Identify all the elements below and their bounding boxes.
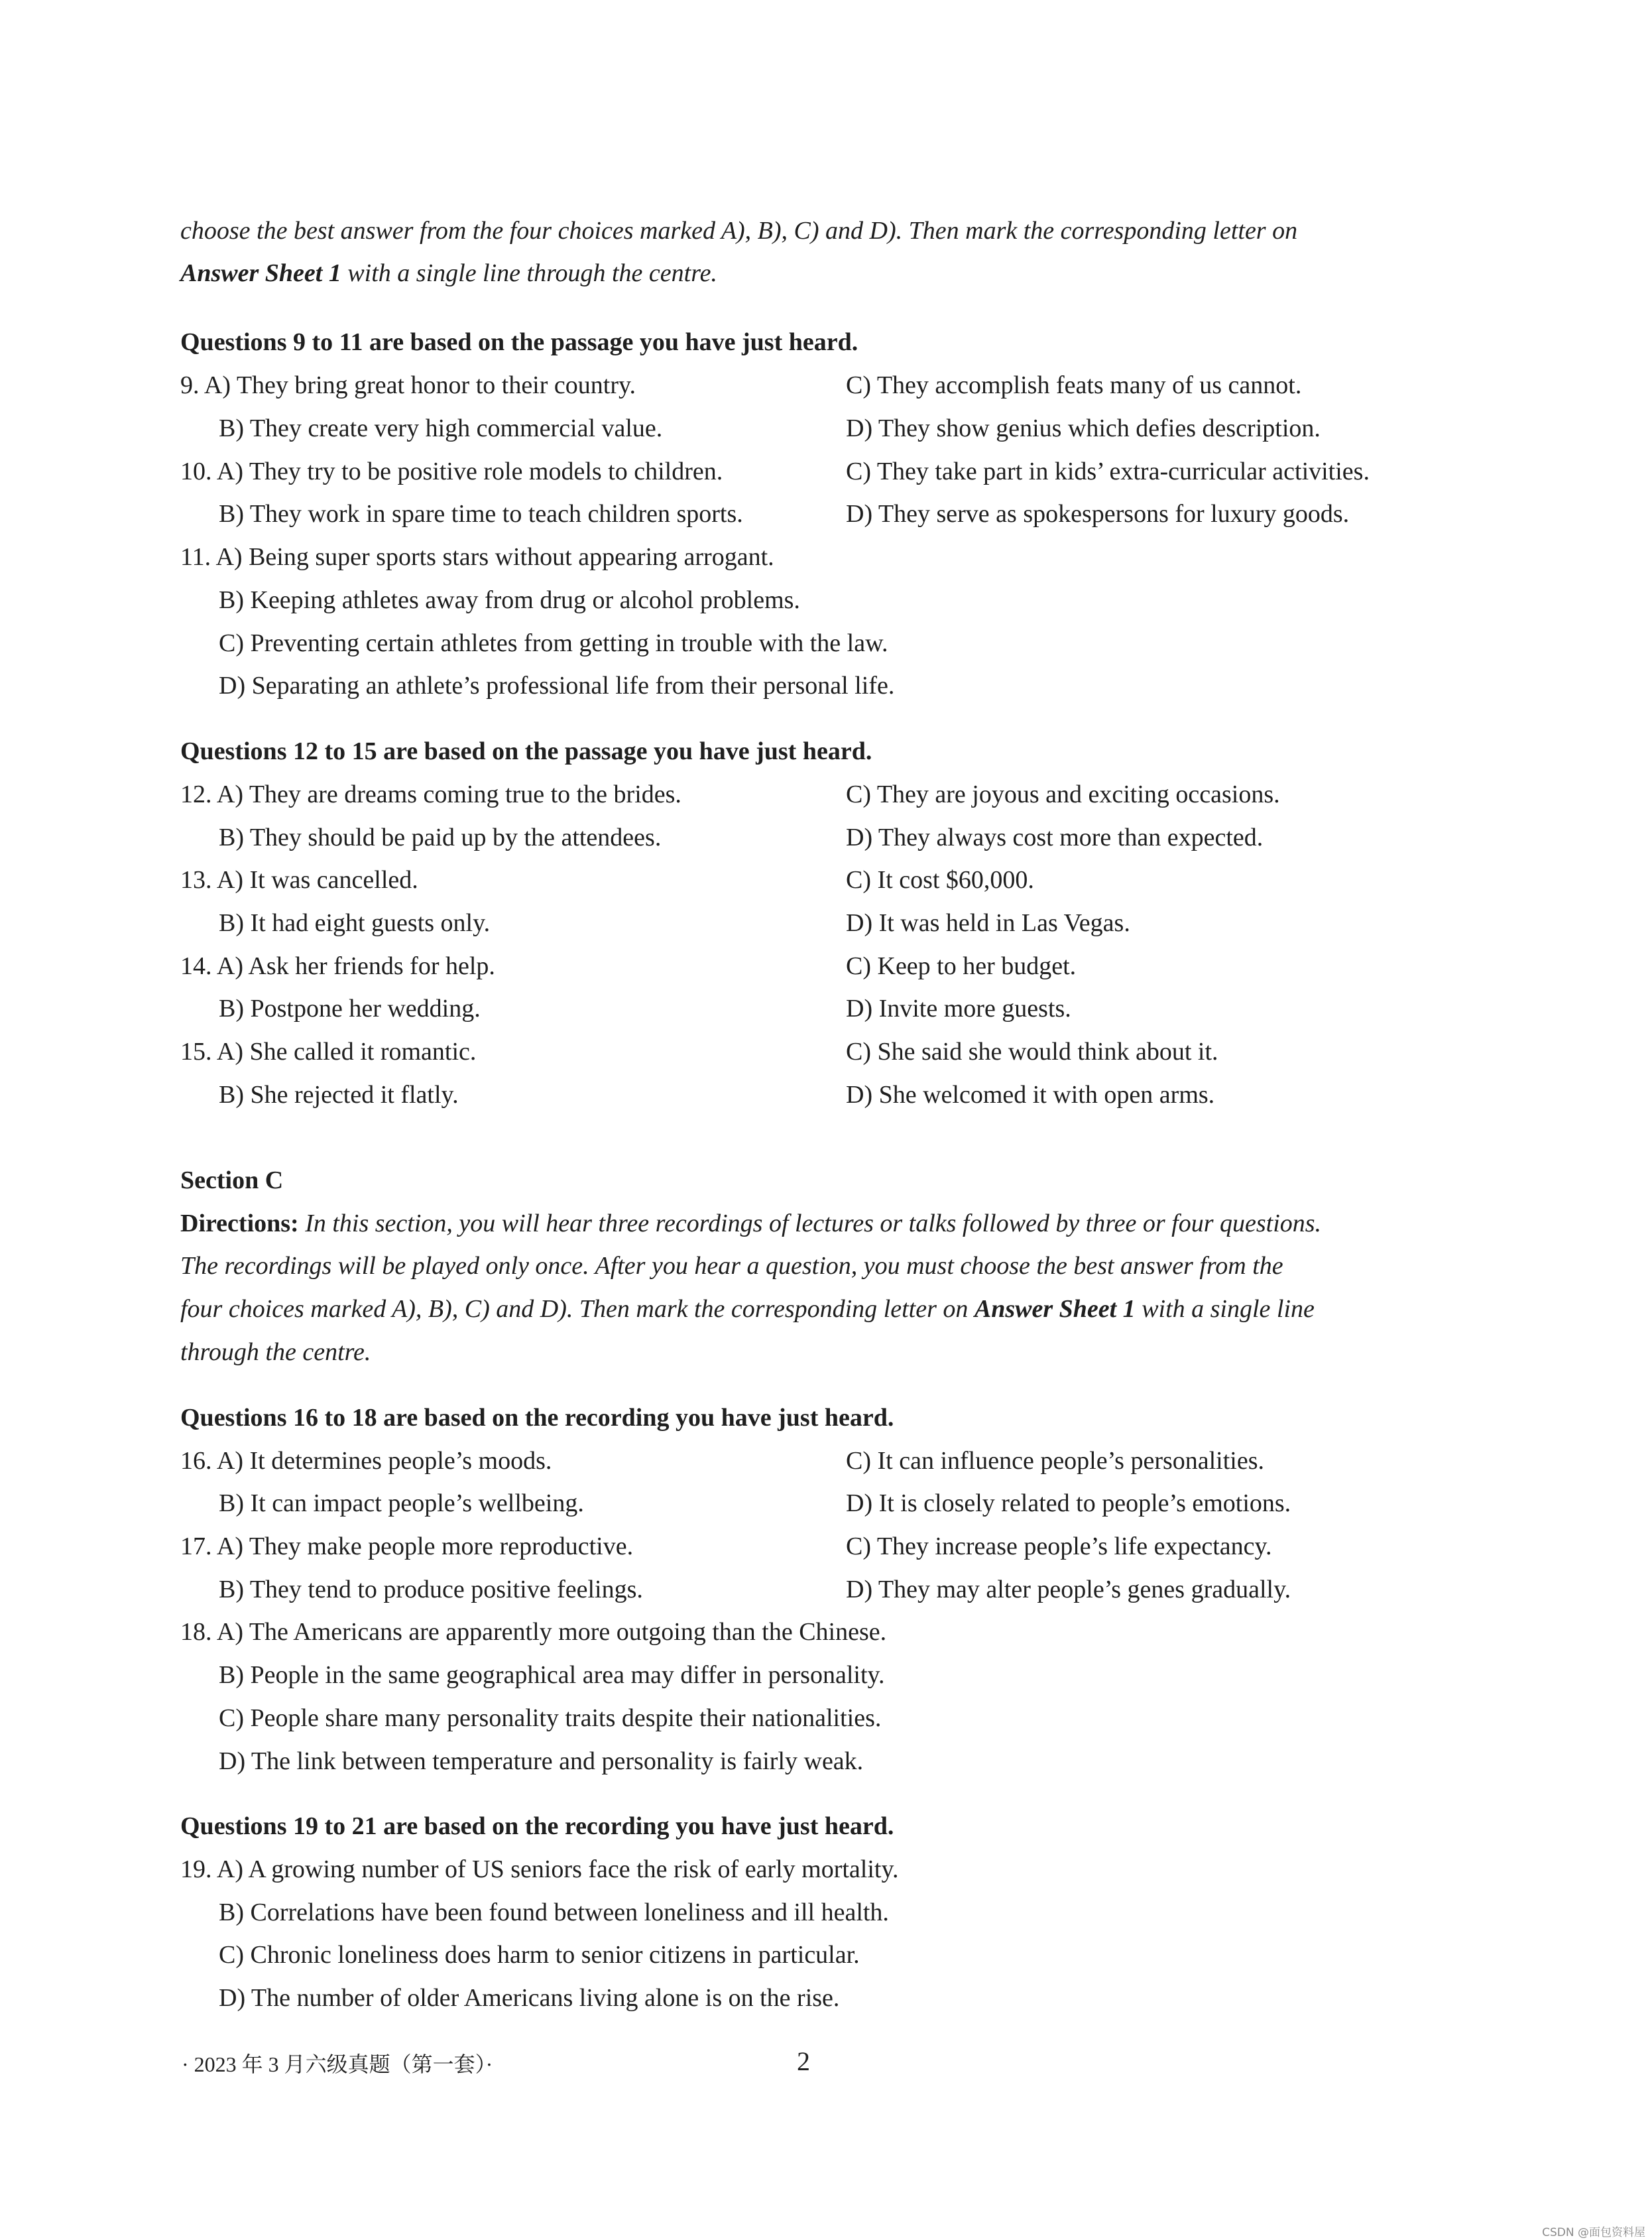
intro-line-1: choose the best answer from the four choices marked A), B), C) and D). Then mark the corresponding letter on [180,217,1298,245]
q18-option-a: 18. A) The Americans are apparently more outgoing than the Chinese. [180,1618,887,1646]
q19-option-c: C) Chronic loneliness does harm to senior citizens in particular. [219,1941,860,1969]
q10-option-d: D) They serve as spokespersons for luxury goods. [846,500,1350,528]
q11-option-a: 11. A) Being super sports stars without appearing arrogant. [180,543,774,571]
question-group-heading: Questions 19 to 21 are based on the recording you have just heard. [180,1812,894,1840]
q13-option-b: B) It had eight guests only. [219,909,491,937]
directions-text: In this section, you will hear three recordings of lectures or talks followed by three or four questions. [298,1210,1322,1237]
q18-option-b: B) People in the same geographical area may differ in personality. [219,1661,885,1689]
page-number: 2 [797,2046,810,2076]
q12-option-c: C) They are joyous and exciting occasions. [846,780,1280,808]
q9-option-c: C) They accomplish feats many of us cannot. [846,371,1302,399]
q15-option-c: C) She said she would think about it. [846,1038,1218,1066]
q19-option-a: 19. A) A growing number of US seniors face the risk of early mortality. [180,1855,899,1883]
q14-option-b: B) Postpone her wedding. [219,995,481,1023]
q14-option-c: C) Keep to her budget. [846,952,1077,980]
q13-option-d: D) It was held in Las Vegas. [846,909,1130,937]
directions-text: four choices marked A), B), C) and D). Then mark the corresponding letter on [180,1295,974,1323]
q10-option-c: C) They take part in kids’ extra-curricular activities. [846,458,1370,485]
directions-line-4: through the centre. [180,1338,371,1366]
q10-option-b: B) They work in spare time to teach children sports. [219,500,743,528]
question-group-heading: Questions 16 to 18 are based on the recording you have just heard. [180,1404,894,1432]
q14-option-a: 14. A) Ask her friends for help. [180,952,495,980]
q17-option-b: B) They tend to produce positive feelings. [219,1576,643,1603]
q18-option-d: D) The link between temperature and personality is fairly weak. [219,1747,864,1775]
directions-text: with a single line [1135,1295,1315,1323]
q15-option-d: D) She welcomed it with open arms. [846,1081,1215,1109]
directions-line-1 [180,1208,1321,1239]
directions-line-3 [180,1293,1315,1325]
q16-option-b: B) It can impact people’s wellbeing. [219,1489,584,1517]
q17-option-a: 17. A) They make people more reproductive. [180,1532,634,1560]
q16-option-c: C) It can influence people’s personalities. [846,1447,1265,1475]
q11-option-b: B) Keeping athletes away from drug or alcohol problems. [219,586,800,614]
q12-option-b: B) They should be paid up by the attendees. [219,824,662,851]
section-c-title: Section C [180,1166,284,1194]
q9-option-a: 9. A) They bring great honor to their country. [180,371,636,399]
q13-option-a: 13. A) It was cancelled. [180,866,418,894]
q9-option-d: D) They show genius which defies description. [846,414,1321,442]
directions-line-2: The recordings will be played only once. After you hear a question, you must choose the best answer from the [180,1252,1283,1280]
question-group-heading: Questions 12 to 15 are based on the passage you have just heard. [180,737,872,765]
q15-option-a: 15. A) She called it romantic. [180,1038,477,1066]
q11-option-d: D) Separating an athlete’s professional life from their personal life. [219,672,895,700]
footer-exam-title: · 2023 年 3 月六级真题（第一套）· [182,2052,493,2076]
q10-option-a: 10. A) They try to be positive role models to children. [180,458,723,485]
q11-option-c: C) Preventing certain athletes from getting in trouble with the law. [219,629,888,657]
q15-option-b: B) She rejected it flatly. [219,1081,459,1109]
q13-option-c: C) It cost $60,000. [846,866,1034,894]
q12-option-a: 12. A) They are dreams coming true to the brides. [180,780,681,808]
q16-option-a: 16. A) It determines people’s moods. [180,1447,552,1475]
q12-option-d: D) They always cost more than expected. [846,824,1264,851]
answer-sheet-ref: Answer Sheet 1 [180,259,341,287]
directions-label: Directions: [180,1210,299,1237]
q16-option-d: D) It is closely related to people’s emotions. [846,1489,1291,1517]
q18-option-c: C) People share many personality traits despite their nationalities. [219,1704,882,1732]
answer-sheet-ref: Answer Sheet 1 [974,1295,1136,1323]
q14-option-d: D) Invite more guests. [846,995,1071,1023]
intro-line-2-rest: with a single line through the centre. [341,259,717,287]
question-group-heading: Questions 9 to 11 are based on the passage you have just heard. [180,328,858,356]
intro-line-2 [180,257,717,289]
q19-option-b: B) Correlations have been found between loneliness and ill health. [219,1898,889,1926]
q9-option-b: B) They create very high commercial value. [219,414,663,442]
q17-option-c: C) They increase people’s life expectancy. [846,1532,1272,1560]
q19-option-d: D) The number of older Americans living alone is on the rise. [219,1984,840,2012]
watermark: CSDN @面包资料屋 [1542,2226,1645,2239]
q17-option-d: D) They may alter people’s genes gradually. [846,1576,1291,1603]
